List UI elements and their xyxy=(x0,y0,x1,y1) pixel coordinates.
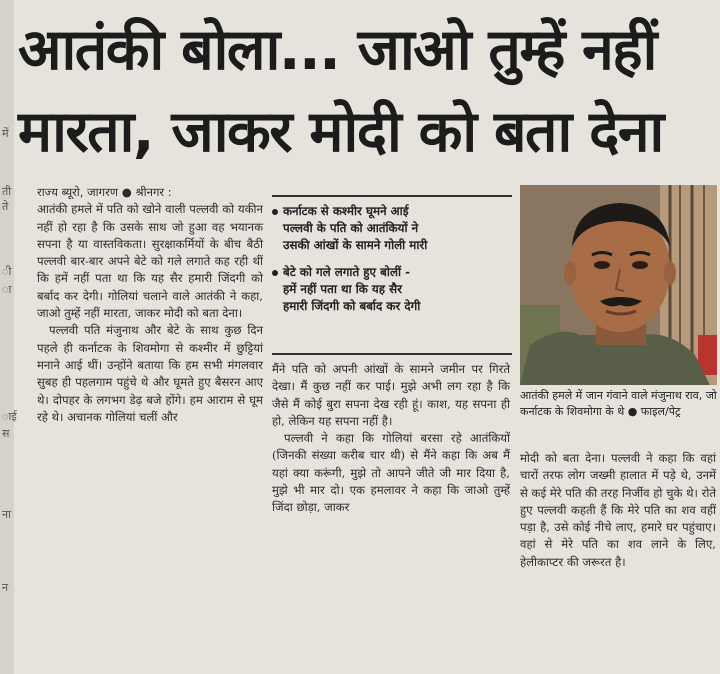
edge-fragment: ते xyxy=(2,200,9,213)
highlight-line: उसकी आंखों के सामने गोली मारी xyxy=(283,238,428,252)
edge-fragment: ना xyxy=(2,508,11,521)
article-paragraph: मैंने पति को अपनी आंखों के सामने जमीन पर गिरते देखा। मैं कुछ नहीं कर पाई। मुझे अभी लग रहा है कि जैसे मैं कोई बुरा सपना देख रही हूं। काश, यह सपना ही हो, लेकिन यह सपना नहीं है। xyxy=(272,362,510,428)
edge-fragment: में xyxy=(2,127,9,140)
photo-caption: आतंकी हमले में जान गंवाने वाले मंजुनाथ राव, जो कर्नाटक के शिवमोगा के थे ● फाइल/पेट्र xyxy=(520,389,717,418)
highlight-top-rule xyxy=(272,195,512,197)
byline: राज्य ब्यूरो, जागरण ● श्रीनगर : xyxy=(37,185,172,199)
edge-fragment: ती xyxy=(2,185,12,198)
highlight-line: हमारी जिंदगी को बर्बाद कर देगी xyxy=(283,299,421,313)
bullet-icon xyxy=(272,209,278,215)
edge-fragment: ा xyxy=(2,283,12,296)
article-paragraph: आतंकी हमले में पति को खोने वाली पल्लवी को यकीन नहीं हो रहा है कि उसके साथ जो हुआ वह भयानक सपना है या वास्तविकता। सुरक्षाकर्मियों के बीच बैठी पल्लवी बार-बार अपने बेटे को गले लगाते कह रही थीं कि हमें नहीं पता था कि यह सैर हमारी जिंदगी को बर्बाद कर देगी। गोलियां चलाने वाले आतंकी ने कहा, जाओ तुम्हें नहीं मारता, जाकर मोदी को बता देना। xyxy=(37,202,263,321)
highlight-box xyxy=(272,203,516,315)
victim-photo xyxy=(520,185,717,385)
article-paragraph: पल्लवी पति मंजुनाथ और बेटे के साथ कुछ दिन पहले ही कर्नाटक के शिवमोगा से कश्मीर में छुट्टियां मनाने आई थीं। उन्होंने बताया कि हम सभी मंगलवार सुबह ही पहलगाम पहुंचे थे और घूमते हुए बैसरन आए थे। दोपहर के लगभग डेढ़ बजे होंगे। हम आराम से घूम रहे थे। अचानक गोलियां चलीं और xyxy=(37,323,263,424)
edge-fragment: स xyxy=(2,427,10,440)
article-paragraph: पल्लवी ने कहा कि गोलियां बरसा रहे आतंकियों (जिनकी संख्या करीब चार थी) से मैंने कहा कि अब मैं यहां क्या करूंगी, मुझे तो आपने जीते जी मार दिया है, मुझे भी मार दो। एक हमलावर ने कहा कि जाओ तुम्हें जिंदा छोड़ा, जाकर xyxy=(272,431,510,515)
edge-fragment: ी xyxy=(2,265,12,278)
highlight-line: कर्नाटक से कश्मीर घूमने आई xyxy=(283,204,409,218)
article-column-3 xyxy=(520,450,716,571)
article-column-2 xyxy=(272,361,510,517)
highlight-line: बेटे को गले लगाते हुए बोलीं - xyxy=(283,265,411,279)
portrait-illustration xyxy=(520,185,717,385)
edge-fragment: ाई xyxy=(2,410,17,423)
headline-line-2: मारता, जाकर मोदी को बता देना xyxy=(18,99,663,165)
edge-fragment: न xyxy=(2,581,9,594)
highlight-line: पल्लवी के पति को आतंकियों ने xyxy=(283,221,419,235)
bullet-icon xyxy=(272,270,278,276)
highlight-bottom-rule xyxy=(272,353,512,355)
highlight-line: हमें नहीं पता था कि यह सैर xyxy=(283,282,402,296)
article-column-1 xyxy=(37,184,263,426)
previous-page-edge xyxy=(0,0,17,674)
article-paragraph: मोदी को बता देना। पल्लवी ने कहा कि वहां चारों तरफ लोग जख्मी हालात में पड़े थे, उनमें से कई मेरे पति की तरह निर्जीव हो चुके थे। रोते हुए पल्लवी कहती हैं कि मेरे पति का शव वहीं पड़ा है, उसे कोई नीचे लाए, हमारे घर पहुंचाए। वहां से मेरे पति का शव लाने के लिए, हेलीकाप्टर की जरूरत है। xyxy=(520,451,716,569)
headline-line-1: आतंकी बोला... जाओ तुम्हें नहीं xyxy=(18,17,656,83)
